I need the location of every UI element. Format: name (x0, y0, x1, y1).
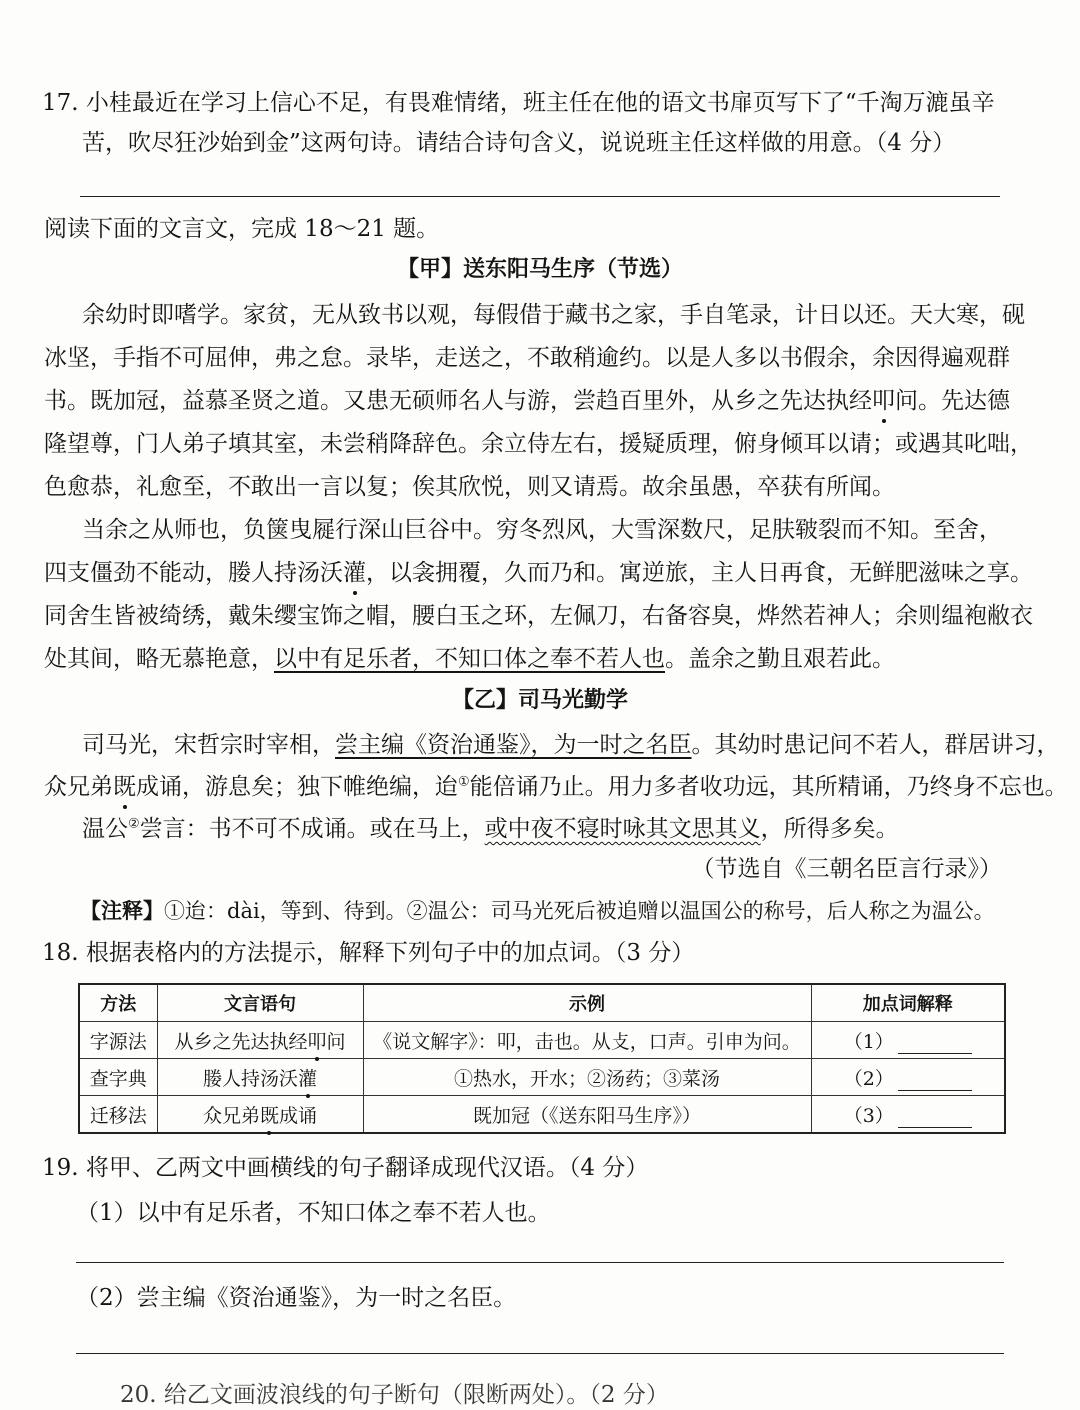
method-table (78, 983, 1006, 1134)
q17-line2: 苦，吹尽狂沙始到金”这两句诗。请结合诗句含义，说说班主任这样做的用意。（4 分） (82, 130, 956, 156)
answer-blank-3[interactable] (898, 1109, 972, 1128)
cell-answer[interactable] (811, 1096, 1005, 1134)
text-span: 问 (326, 1030, 346, 1053)
cell-answer[interactable] (811, 1059, 1005, 1096)
jia-p1-line4: 隆望尊，门人弟子填其室，未尝稍降辞色。余立侍左右，援疑质理，俯身倾耳以请；或遇其叱咄， (44, 431, 1033, 457)
text-span: 。其幼时患记问不若人，群居讲习， (691, 732, 1060, 758)
answer-line-19-2[interactable] (76, 1353, 1004, 1354)
jia-p2-line1: 当余之从师也，负箧曳屣行深山巨谷中。穷冬烈风，大雪深数尺，足肤皲裂而不知。至舍， (82, 517, 1002, 543)
yi-line3 (82, 814, 1002, 844)
table-row (79, 1022, 1005, 1059)
jia-p2-line3: 同舍生皆被绮绣，戴朱缨宝饰之帽，腰白玉之环，左佩刀，右备容臭，烨然若神人；余则缊袍敝衣 (44, 603, 1033, 629)
cell-sentence (157, 1059, 363, 1096)
text-span: 从乡之先达执经 (174, 1030, 308, 1053)
source-citation: （节选自《三朝名臣言行录》） (691, 856, 1002, 882)
q19-stem: 19. 将甲、乙两文中画横线的句子翻译成现代汉语。（4 分） (42, 1155, 649, 1181)
footnote-marker-2: ② (128, 816, 140, 832)
cell-answer[interactable] (811, 1022, 1005, 1059)
yi-line1 (82, 730, 1060, 760)
answer-blank-1[interactable] (898, 1035, 972, 1054)
annotation-note (80, 896, 995, 926)
text-span: 司马光，宋哲宗时宰相， (82, 732, 335, 758)
text-span: 众兄弟 (202, 1104, 260, 1127)
reading-intro: 阅读下面的文言文，完成 18～21 题。 (44, 216, 440, 242)
jia-p1-line1: 余幼时即嗜学。家贫，无从致书以观，每假借于藏书之家，手自笔录，计日以还。天大寒，砚 (82, 302, 1025, 328)
cell-example: ①热水，开水；②汤药；③菜汤 (363, 1059, 811, 1096)
q19-sentence-1: （1）以中有足乐者，不知口体之奉不若人也。 (76, 1200, 551, 1226)
q18-stem: 18. 根据表格内的方法提示，解释下列句子中的加点词。（3 分） (42, 940, 695, 966)
cell-method: 迁移法 (79, 1096, 157, 1134)
q19-sentence-2: （2）尝主编《资治通鉴》，为一时之名臣。 (76, 1285, 517, 1311)
text-span: 众兄弟 (44, 774, 113, 800)
text-span: 媵人持汤沃 (202, 1067, 298, 1090)
dotted-word-guan: 灌 (343, 560, 366, 586)
text-span: 温公 (82, 816, 128, 842)
text-span: 。盖余之勤且艰若此。 (665, 646, 895, 672)
table-row (79, 1059, 1005, 1096)
header-example: 示例 (363, 984, 811, 1022)
text-span: 问。先达德 (895, 388, 1010, 414)
answer-line-19-1[interactable] (76, 1262, 1004, 1263)
cell-sentence (157, 1022, 363, 1059)
jia-p1-line3 (44, 386, 1010, 416)
jia-p2-line4 (44, 644, 895, 674)
text-span: 成诵，游息矣；独下帷绝编，迨 (136, 774, 458, 800)
dotted-word: 灌 (298, 1064, 317, 1091)
dotted-word: 叩 (307, 1027, 326, 1054)
answer-label: （2） (843, 1067, 894, 1090)
answer-blank-2[interactable] (898, 1072, 972, 1091)
dotted-word-ji: 既 (113, 774, 136, 800)
cell-method: 字源法 (79, 1022, 157, 1059)
cell-example: 既加冠（《送东阳马生序》） (363, 1096, 811, 1134)
text-span: 书。既加冠，益慕圣贤之道。又患无硕师名人与游，尝趋百里外，从乡之先达执经 (44, 388, 872, 414)
answer-label: （1） (843, 1030, 894, 1053)
table-header-row (79, 984, 1005, 1022)
cell-example: 《说文解字》：叩，击也。从攴，口声。引申为问。 (363, 1022, 811, 1059)
table-row (79, 1096, 1005, 1134)
passage-yi-title: 【乙】司马光勤学 (451, 688, 628, 713)
answer-label: （3） (843, 1104, 894, 1127)
text-span: 四支僵劲不能动，媵人持汤沃 (44, 560, 343, 586)
underlined-sentence-jia: 以中有足乐者，不知口体之奉不若人也 (274, 646, 665, 672)
q17-line1: 17. 小桂最近在学习上信心不足，有畏难情绪，班主任在他的语文书扉页写下了“千淘万漉虽辛 (42, 90, 995, 116)
jia-p2-line2 (44, 558, 1033, 588)
footnote-marker-1: ① (458, 774, 470, 790)
text-span: 能倍诵乃止。用力多者收功远，其所精诵，乃终身不忘也。 (469, 774, 1068, 800)
text-span: 尝言：书不可不成诵。或在马上， (139, 816, 485, 842)
cell-method: 查字典 (79, 1059, 157, 1096)
header-answer: 加点词解释 (811, 984, 1005, 1022)
answer-line-17[interactable] (80, 196, 1000, 197)
wavy-sentence-yi: 或中夜不寝时咏其文思其义 (484, 816, 761, 842)
dotted-word: 既 (260, 1101, 279, 1128)
header-sentence: 文言语句 (157, 984, 363, 1022)
text-span: ，以衾拥覆，久而乃和。寓逆旅，主人日再食，无鲜肥滋味之享。 (366, 560, 1033, 586)
q20-stem: 20. 给乙文画波浪线的句子断句（限断两处）。（2 分） (120, 1382, 669, 1408)
text-span: 成诵 (279, 1104, 318, 1127)
text-span: 处其间，略无慕艳意， (44, 646, 274, 672)
passage-jia-title: 【甲】送东阳马生序（节选） (396, 257, 683, 282)
cell-sentence (157, 1096, 363, 1134)
note-label: 【注释】 (80, 899, 164, 923)
header-method: 方法 (79, 984, 157, 1022)
underlined-sentence-yi: 尝主编《资治通鉴》，为一时之名臣 (335, 732, 692, 758)
note-text: ①迨：dài，等到、待到。②温公：司马光死后被追赠以温国公的称号，后人称之为温公。 (164, 899, 995, 923)
yi-line2 (44, 772, 1068, 802)
dotted-word-kou: 叩 (872, 388, 895, 414)
jia-p1-line5: 色愈恭，礼愈至，不敢出一言以复；俟其欣悦，则又请焉。故余虽愚，卒获有所闻。 (44, 474, 895, 500)
jia-p1-line2: 冰坚，手指不可屈伸，弗之怠。录毕，走送之，不敢稍逾约。以是人多以书假余，余因得遍观群 (44, 345, 1010, 371)
text-span: ，所得多矣。 (760, 816, 899, 842)
